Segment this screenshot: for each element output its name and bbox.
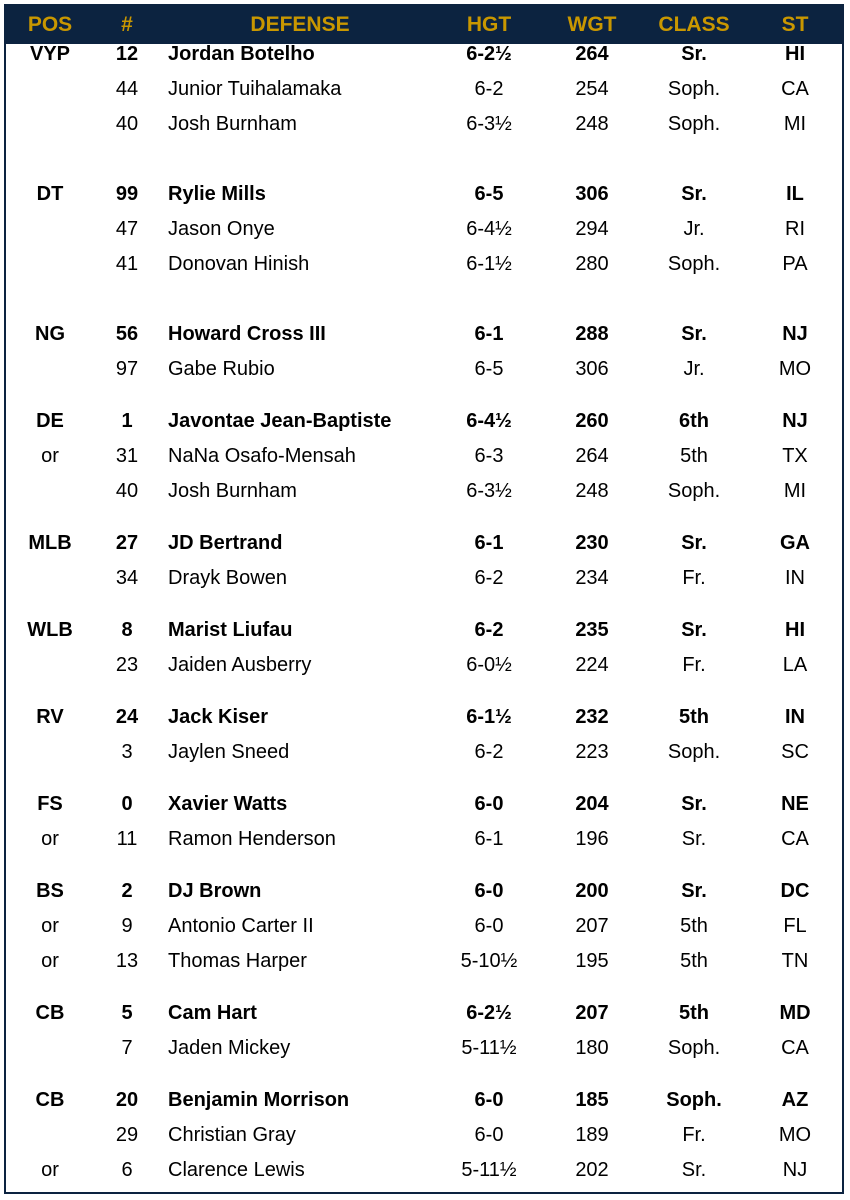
cell-weight: 294 xyxy=(575,218,609,240)
cell-height: 6-5 xyxy=(474,183,504,205)
cell-number: 29 xyxy=(115,1124,139,1146)
cell-player-name: Jason Onye xyxy=(168,218,275,240)
cell-pos: DT xyxy=(36,183,64,205)
cell-class: Sr. xyxy=(681,1159,707,1181)
cell-state: DC xyxy=(780,880,810,902)
cell-state: AZ xyxy=(781,1089,809,1111)
cell-player-name: Josh Burnham xyxy=(168,480,297,502)
header-class: CLASS xyxy=(658,13,730,36)
cell-height: 6-0 xyxy=(474,915,504,937)
cell-player-name: Clarence Lewis xyxy=(168,1159,305,1181)
cell-number: 99 xyxy=(115,183,139,205)
cell-state: NJ xyxy=(782,323,808,345)
cell-pos: BS xyxy=(36,880,64,902)
cell-class: Sr. xyxy=(681,323,707,345)
cell-height: 6-0 xyxy=(474,1089,504,1111)
cell-height: 6-0 xyxy=(474,880,504,902)
cell-number: 5 xyxy=(121,1002,133,1024)
header-state: ST xyxy=(781,13,809,36)
cell-number: 0 xyxy=(121,793,133,815)
cell-height: 6-2½ xyxy=(466,43,512,65)
cell-class: Jr. xyxy=(683,218,705,240)
cell-player-name: Junior Tuihalamaka xyxy=(168,78,342,100)
cell-state: MO xyxy=(778,358,812,380)
header-weight: WGT xyxy=(567,13,617,36)
cell-class: Sr. xyxy=(681,532,707,554)
cell-height: 6-1 xyxy=(474,828,504,850)
cell-class: Soph. xyxy=(667,1037,721,1059)
cell-weight: 204 xyxy=(575,793,609,815)
cell-number: 6 xyxy=(121,1159,133,1181)
cell-state: HI xyxy=(785,43,805,65)
cell-height: 6-0 xyxy=(474,793,504,815)
cell-state: FL xyxy=(783,915,807,937)
cell-height: 6-2 xyxy=(474,619,504,641)
cell-weight: 234 xyxy=(575,567,609,589)
cell-state: PA xyxy=(782,253,808,275)
cell-weight: 235 xyxy=(575,619,609,641)
cell-state: GA xyxy=(780,532,810,554)
cell-number: 3 xyxy=(121,741,133,763)
cell-height: 6-2 xyxy=(474,78,504,100)
cell-weight: 195 xyxy=(575,950,609,972)
cell-pos: NG xyxy=(35,323,65,345)
cell-height: 6-1 xyxy=(474,323,504,345)
table-header xyxy=(6,6,842,44)
cell-height: 6-4½ xyxy=(466,410,512,432)
cell-number: 40 xyxy=(115,113,139,135)
cell-player-name: Jaylen Sneed xyxy=(168,741,290,763)
cell-class: Fr. xyxy=(682,567,706,589)
cell-class: 6th xyxy=(679,410,709,432)
depth-chart-table xyxy=(4,4,844,1194)
cell-number: 97 xyxy=(115,358,139,380)
cell-player-name: Jaiden Ausberry xyxy=(168,654,312,676)
cell-number: 24 xyxy=(115,706,139,728)
cell-class: Fr. xyxy=(682,1124,706,1146)
cell-class: 5th xyxy=(680,950,708,972)
cell-pos: or xyxy=(41,915,59,937)
cell-weight: 254 xyxy=(575,78,609,100)
cell-player-name: Howard Cross III xyxy=(168,323,326,345)
cell-player-name: Rylie Mills xyxy=(168,183,266,205)
cell-height: 6-3½ xyxy=(466,480,512,502)
cell-player-name: Ramon Henderson xyxy=(168,828,336,850)
cell-number: 31 xyxy=(115,445,139,467)
cell-class: Sr. xyxy=(681,619,707,641)
cell-pos: CB xyxy=(35,1089,65,1111)
cell-pos: FS xyxy=(37,793,63,815)
cell-pos: DE xyxy=(36,410,64,432)
cell-class: Sr. xyxy=(681,183,707,205)
cell-class: Sr. xyxy=(681,880,707,902)
cell-pos: WLB xyxy=(27,619,73,641)
cell-weight: 264 xyxy=(575,43,609,65)
cell-number: 20 xyxy=(115,1089,139,1111)
cell-number: 8 xyxy=(121,619,133,641)
cell-class: Soph. xyxy=(667,113,721,135)
cell-player-name: Jordan Botelho xyxy=(168,43,315,65)
cell-number: 13 xyxy=(115,950,139,972)
cell-height: 5-11½ xyxy=(461,1159,517,1181)
cell-height: 6-4½ xyxy=(466,218,512,240)
cell-number: 34 xyxy=(115,567,139,589)
cell-player-name: Marist Liufau xyxy=(168,619,293,641)
cell-weight: 288 xyxy=(575,323,609,345)
cell-number: 11 xyxy=(116,828,138,850)
cell-height: 6-0½ xyxy=(466,654,512,676)
cell-height: 6-2½ xyxy=(466,1002,512,1024)
cell-state: CA xyxy=(781,828,809,850)
cell-player-name: Javontae Jean-Baptiste xyxy=(168,410,392,432)
cell-state: MD xyxy=(779,1002,811,1024)
cell-class: Soph. xyxy=(667,253,721,275)
cell-weight: 224 xyxy=(575,654,609,676)
cell-state: RI xyxy=(785,218,805,240)
cell-pos: RV xyxy=(36,706,64,728)
cell-weight: 306 xyxy=(575,358,609,380)
cell-pos: or xyxy=(41,445,59,467)
cell-number: 9 xyxy=(121,915,133,937)
cell-number: 44 xyxy=(115,78,139,100)
cell-class: Sr. xyxy=(681,828,707,850)
cell-class: Fr. xyxy=(682,654,706,676)
cell-class: Soph. xyxy=(667,78,721,100)
cell-number: 23 xyxy=(115,654,139,676)
cell-state: NE xyxy=(781,793,809,815)
cell-state: IL xyxy=(786,183,804,205)
cell-weight: 230 xyxy=(575,532,609,554)
cell-pos: or xyxy=(41,1159,59,1181)
cell-weight: 306 xyxy=(575,183,609,205)
cell-player-name: Donovan Hinish xyxy=(168,253,310,275)
cell-height: 6-1½ xyxy=(466,253,512,275)
cell-class: Jr. xyxy=(683,358,705,380)
cell-state: IN xyxy=(785,706,805,728)
cell-class: Sr. xyxy=(681,793,707,815)
cell-weight: 196 xyxy=(575,828,609,850)
cell-weight: 180 xyxy=(575,1037,609,1059)
cell-weight: 280 xyxy=(575,253,609,275)
cell-number: 7 xyxy=(121,1037,133,1059)
cell-number: 27 xyxy=(115,532,139,554)
cell-number: 2 xyxy=(121,880,133,902)
cell-height: 6-3½ xyxy=(466,113,512,135)
cell-height: 6-0 xyxy=(474,1124,504,1146)
cell-class: Soph. xyxy=(666,1089,722,1111)
cell-class: 5th xyxy=(679,706,709,728)
cell-number: 41 xyxy=(115,253,139,275)
cell-weight: 248 xyxy=(575,113,609,135)
cell-pos: or xyxy=(41,950,59,972)
cell-weight: 185 xyxy=(575,1089,609,1111)
cell-class: 5th xyxy=(680,445,708,467)
cell-height: 5-10½ xyxy=(460,950,518,972)
cell-number: 56 xyxy=(115,323,139,345)
cell-weight: 248 xyxy=(575,480,609,502)
cell-weight: 232 xyxy=(575,706,609,728)
cell-state: MO xyxy=(778,1124,812,1146)
cell-number: 40 xyxy=(115,480,139,502)
cell-state: MI xyxy=(783,113,807,135)
cell-player-name: Gabe Rubio xyxy=(168,358,275,380)
cell-class: Sr. xyxy=(681,43,707,65)
cell-height: 6-1 xyxy=(474,532,504,554)
cell-weight: 189 xyxy=(575,1124,609,1146)
cell-pos: VYP xyxy=(29,43,71,65)
cell-state: NJ xyxy=(782,1159,808,1181)
cell-state: TN xyxy=(781,950,809,972)
cell-weight: 223 xyxy=(575,741,609,763)
cell-number: 12 xyxy=(115,43,139,65)
cell-player-name: NaNa Osafo-Mensah xyxy=(168,445,356,467)
cell-state: NJ xyxy=(782,410,808,432)
header-pos: POS xyxy=(27,13,73,36)
cell-player-name: Christian Gray xyxy=(168,1124,296,1146)
cell-weight: 207 xyxy=(575,915,609,937)
cell-height: 6-1½ xyxy=(466,706,512,728)
cell-number: 1 xyxy=(121,410,133,432)
cell-player-name: Josh Burnham xyxy=(168,113,297,135)
cell-height: 6-5 xyxy=(474,358,504,380)
cell-player-name: Jaden Mickey xyxy=(168,1037,291,1059)
cell-pos: MLB xyxy=(28,532,72,554)
cell-player-name: Benjamin Morrison xyxy=(168,1089,350,1111)
cell-weight: 200 xyxy=(575,880,609,902)
cell-pos: CB xyxy=(35,1002,65,1024)
cell-state: HI xyxy=(785,619,805,641)
header-defense: DEFENSE xyxy=(250,13,350,36)
cell-weight: 202 xyxy=(575,1159,609,1181)
cell-player-name: Cam Hart xyxy=(168,1002,257,1024)
cell-state: LA xyxy=(782,654,808,676)
cell-height: 6-2 xyxy=(474,567,504,589)
cell-height: 6-2 xyxy=(474,741,504,763)
cell-state: TX xyxy=(782,445,808,467)
header-height: HGT xyxy=(466,13,512,36)
cell-state: MI xyxy=(783,480,807,502)
cell-state: CA xyxy=(781,78,809,100)
cell-player-name: Jack Kiser xyxy=(168,706,269,728)
cell-weight: 207 xyxy=(575,1002,609,1024)
cell-height: 5-11½ xyxy=(461,1037,517,1059)
cell-state: SC xyxy=(781,741,809,763)
cell-class: Soph. xyxy=(667,480,721,502)
cell-class: 5th xyxy=(680,915,708,937)
cell-number: 47 xyxy=(115,218,139,240)
cell-state: IN xyxy=(785,567,805,589)
cell-weight: 260 xyxy=(575,410,609,432)
cell-state: CA xyxy=(781,1037,809,1059)
cell-class: 5th xyxy=(679,1002,709,1024)
cell-player-name: Antonio Carter II xyxy=(168,915,314,937)
cell-pos: or xyxy=(41,828,59,850)
cell-player-name: Thomas Harper xyxy=(168,950,307,972)
cell-class: Soph. xyxy=(667,741,721,763)
cell-player-name: JD Bertrand xyxy=(168,532,283,554)
cell-player-name: Xavier Watts xyxy=(168,793,288,815)
cell-player-name: Drayk Bowen xyxy=(168,567,287,589)
cell-height: 6-3 xyxy=(474,445,504,467)
header-number: # xyxy=(121,13,133,36)
cell-weight: 264 xyxy=(575,445,609,467)
cell-player-name: DJ Brown xyxy=(168,880,262,902)
